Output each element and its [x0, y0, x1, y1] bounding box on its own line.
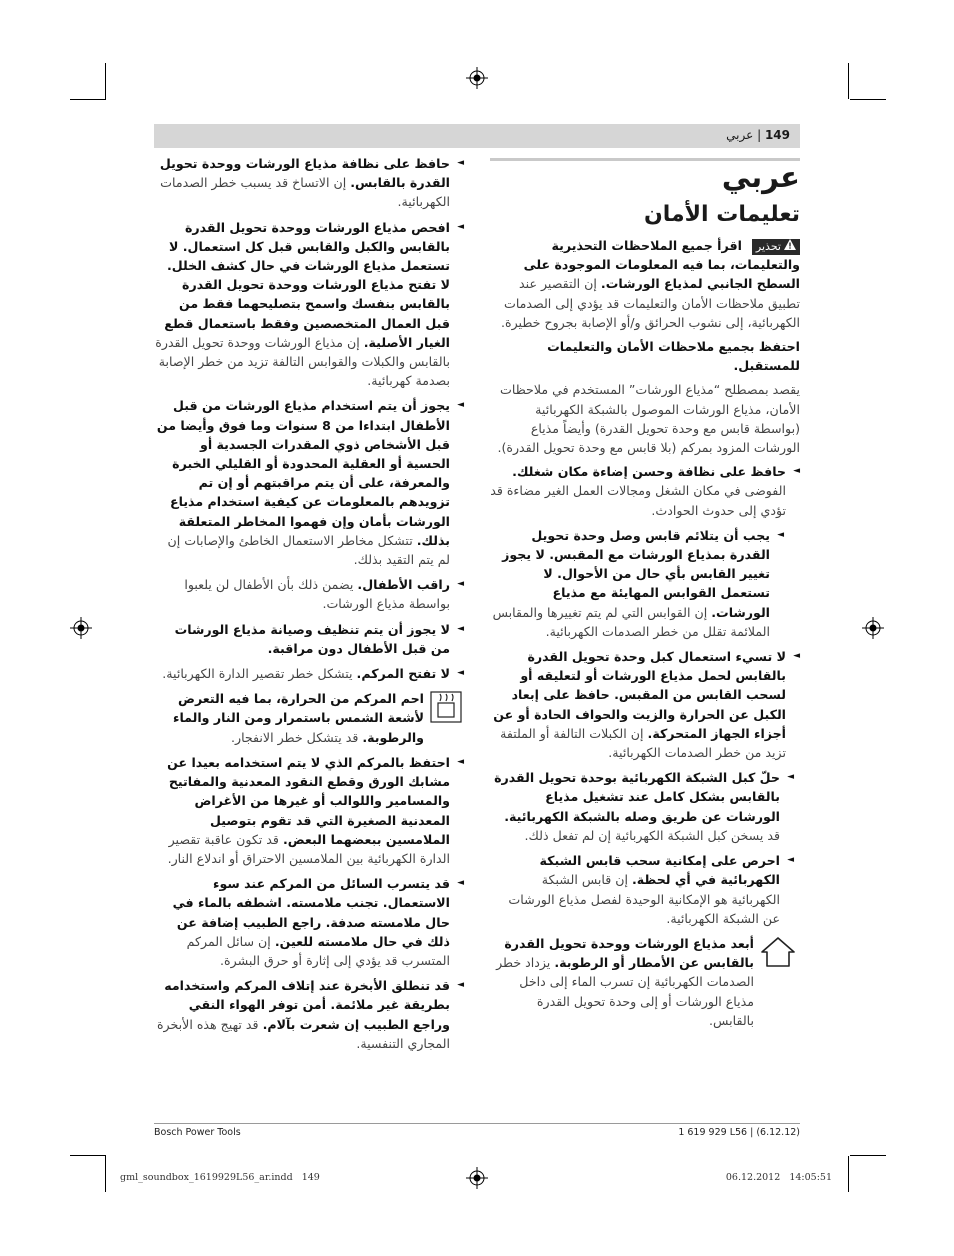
- list-item: [490, 526, 784, 641]
- intro-bold: اقرأ جميع الملاحظات التحذيرية والتعليمات، بما فيه المعلومات الموجودة على السطح الجانبي لمذياع الورشات.: [523, 238, 800, 292]
- header-bar: [154, 124, 800, 148]
- item-normal: تتشكل مخاطر الاستعمال الخاطئ والإصابات إن لم يتم التقيد بذلك.: [167, 532, 450, 568]
- rain-warning: [490, 934, 800, 1030]
- registration-mark-icon: [862, 617, 884, 639]
- footer-right: 1 619 929 L56 | (6.12.12): [678, 1127, 800, 1138]
- crop-mark: [848, 63, 849, 99]
- item-bold: لا يجوز أن يتم تنظيف وصيانة مذياع الورشات من قبل الأطفال دون مراقبة.: [174, 621, 450, 656]
- crop-mark: [70, 99, 106, 100]
- warning-label: تحذير: [755, 239, 781, 253]
- item-normal: قد يتشكل خطر الانفجار.: [231, 729, 359, 745]
- item-bold: احرص على إمكانية سحب قابس الشبكة الكهربائية في أي لحظة.: [539, 853, 780, 888]
- item-bold: أبعد مذياع الورشات ووحدة تحويل القدرة بالقابس عن الأمطار أو الرطوبة.: [504, 935, 754, 971]
- item-normal: إن قابس الشبكة الكهربائية هو الإمكانية الوحيدة لفصل مذياع الورشات عن الشبكة الكهربائية.: [508, 872, 780, 926]
- item-bold: احتفظ بالمركم الذي لا يتم استخدامه بعيدا عن مشابك الورق وقطع النقود المعدنية والمفاتيح والمسامير واللوالب أو غيرها من الأغراض المعدنية الصغيرة التي قد تقوم بتوصيل الملامسين ببعضهما البعض.: [167, 754, 450, 847]
- item-normal: يضمن ذلك بأن الأطفال لن يلعبوا بواسطة مذياع الورشات.: [184, 577, 450, 612]
- item-bold: حافظ على نظافة مذياع الورشات ووحدة تحويل القدرة بالقابس.: [159, 156, 450, 191]
- item-normal: إن الاتساخ قد يسبب خطر الصدمات الكهربائية.: [160, 175, 450, 210]
- item-normal: إن الكبلات التالفة أو الملتفة تزيد من خطر الصدمات الكهربائية.: [500, 725, 786, 761]
- item-normal: إن سائل المركم المتسرب قد يؤدي إلى إثارة أو حرق البشرة.: [186, 933, 450, 968]
- item-bold: قد يتسرب السائل من المركم عند سوء الاستعمال. تجنب ملامسته. اشطفه بالماء في حال ملامسته صدفة. راجع الطبيب إضافة عن ذلك في حال ملامسته للعين.: [172, 876, 450, 949]
- registration-mark-icon: [70, 617, 92, 639]
- section-title: تعليمات الأمان: [644, 202, 800, 227]
- item-bold: قد تنطلق الأبخرة عند إتلاف المركم واستخدامه بطريقة غير ملائمة. أمن توفر الهواء النقي وراجع الطبيب إن شعرت بآلام.: [164, 978, 450, 1032]
- list-item: [490, 647, 800, 762]
- header-language: عربي: [726, 128, 754, 142]
- item-bold: راقب الأطفال.: [357, 577, 450, 593]
- warning-badge: [752, 239, 800, 255]
- heat-warning: [154, 689, 464, 747]
- item-bold: احم المركم من الحرارة، بما فيه التعرض لأشعة الشمس باستمرار ومن النار والماء والرطوبة.: [173, 691, 424, 745]
- item-normal: إن القوابس التي لم يتم تغييرها والمقابس الملائمة تقلل من خطر الصدمات الكهربائية.: [492, 604, 770, 639]
- keep-instructions: احتفظ بجميع ملاحظات الأمان والتعليمات للمستقبل.: [547, 339, 800, 374]
- list-item: [154, 753, 464, 868]
- crop-mark: [848, 1156, 849, 1192]
- list-item: [154, 154, 464, 212]
- right-column: [490, 236, 800, 1030]
- warning-triangle-icon: [784, 239, 796, 250]
- left-column: [154, 154, 464, 1059]
- battery-heat-icon: [430, 691, 462, 723]
- item-bold: لا تفتح المركم.: [356, 666, 450, 682]
- list-item: [154, 575, 464, 613]
- house-icon: [760, 936, 796, 968]
- list-item: [154, 664, 464, 683]
- definition-paragraph: يقصد بمصطلح “مذياع الورشات” المستخدم في ملاحظات الأمان، مذياع الورشات الموصول بالشبكة الكهربائية (بواسطة قابس مع وحدة تحويل القدرة) وأيضاً مذياع الورشات المزود بمركم (بلا قابس مع وحدة تحويل القدرة).: [497, 382, 800, 456]
- list-item: [154, 396, 464, 569]
- crop-mark: [850, 99, 886, 100]
- slug-date: 06.12.2012 14:05:51: [725, 1172, 832, 1183]
- item-normal: قد تكون عاقبة تقصير الدارة الكهربائية بين الملامسين الاحتراق أو اندلاع النار.: [167, 831, 450, 866]
- registration-mark-icon: [466, 1167, 488, 1189]
- list-item: [154, 218, 464, 391]
- item-normal: قد يسخن كبل الشبكة الكهربائية إن لم تفعل ذلك.: [524, 827, 780, 843]
- footer-left: Bosch Power Tools: [154, 1127, 241, 1138]
- list-item: [490, 851, 794, 928]
- item-bold: يجوز أن يتم استخدام مذياع الورشات من قبل الأطفال ابتداءا من 8 سنوات وما فوق وأيضا من قبل الأشخاص ذوي المقدرات الجسدية أو الحسية أو العقلية المحدودة أو القليلي الخبرة والمعرفة، على أن يتم مراقبتهم أو إن تم تزويدهم بالمعلومات عن كيفية استخدام مذياع الورشات بأمان وإن فهموا المخاطر المتعلقة بذلك.: [156, 398, 450, 548]
- intro-normal: إن التقصير عند تطبيق ملاحظات الأمان والتعليمات قد يؤدي إلى الصدمات الكهربائية، إلى نشوب الحرائق و/أو الإصابة بجروح خطيرة.: [500, 276, 800, 330]
- page-header: 149 | عربي: [726, 128, 790, 142]
- list-item: [490, 768, 794, 845]
- intro-paragraph: [490, 236, 800, 332]
- page-title: عربي: [721, 160, 800, 194]
- item-normal: يزداد خطر الصدمات الكهربائية إن تسرب الماء إلى داخل مذياع الورشات أو إلى وحدة تحويل القدرة بالقابس.: [496, 955, 754, 1028]
- page-number: 149: [764, 128, 790, 142]
- list-item: [154, 620, 464, 658]
- item-bold: يجب أن يتلائم قابس وصل وحدة تحويل القدرة بمذياع الورشات مع المقبس. لا يجوز تغيير القابس بأي حال من الأحوال. لا تستعمل القوابس المهايئة مع مذياع الورشات.: [502, 527, 770, 620]
- slug-file: gml_soundbox_1619929L56_ar.indd 149: [120, 1172, 320, 1183]
- list-item: [154, 976, 464, 1053]
- item-normal: الفوضى في مكان الشغل ومجالات العمل الغير مضاءة قد تؤدي إلى حدوث الحوادث.: [490, 483, 786, 518]
- crop-mark: [70, 1155, 106, 1156]
- list-item: [154, 874, 464, 970]
- crop-mark: [850, 1155, 886, 1156]
- crop-mark: [105, 63, 106, 99]
- list-item: [490, 462, 800, 520]
- item-bold: حافظ على نظافة وحسن إضاءة مكان شغلك.: [512, 464, 786, 480]
- item-normal: قد تهيج هذه الأبخرة المجاري التنفسية.: [156, 1016, 450, 1051]
- crop-mark: [105, 1156, 106, 1192]
- item-normal: يتشكل خطر تقصير الدارة الكهربائية.: [162, 666, 353, 682]
- registration-mark-icon: [466, 67, 488, 89]
- item-normal: إن مذياع الورشات ووحدة تحويل القدرة بالقابس والكبلات والقوابس التالفة تزيد من خطر الإصابة بصدمة كهربائية.: [155, 334, 450, 389]
- item-bold: افحص مذياع الورشات ووحدة تحويل القدرة بالقابس والكبل والقابس قبل كل استعمال. لا تستعمل مذياع الورشات في حال كشف الخلل. لا تفتح مذياع الورشات ووحدة تحويل القدرة بالقابس بنفسك واسمح بتصليحهما فقط من قبل العمال المتخصصين وفقط باستعمال قطع الغيار الأصلية.: [164, 219, 450, 350]
- item-bold: حلّ كبل الشبكة الكهربائية بوحدة تحويل القدرة بالقابس بشكل كامل عند تشغيل مذياع الورشات عن طريق وصله بالشبكة الكهربائية.: [494, 770, 780, 824]
- item-bold: لا تسيء استعمال كبل وحدة تحويل القدرة بالقابس لحمل مذياع الورشات أو لتعليقه أو لسحب القابس من المقبس. حافظ على إبعاد الكبل عن الحرارة والزيت والحواف الحادة أو عن أجزاء الجهاز المتحركة.: [493, 649, 786, 741]
- footer-rule: [154, 1123, 800, 1124]
